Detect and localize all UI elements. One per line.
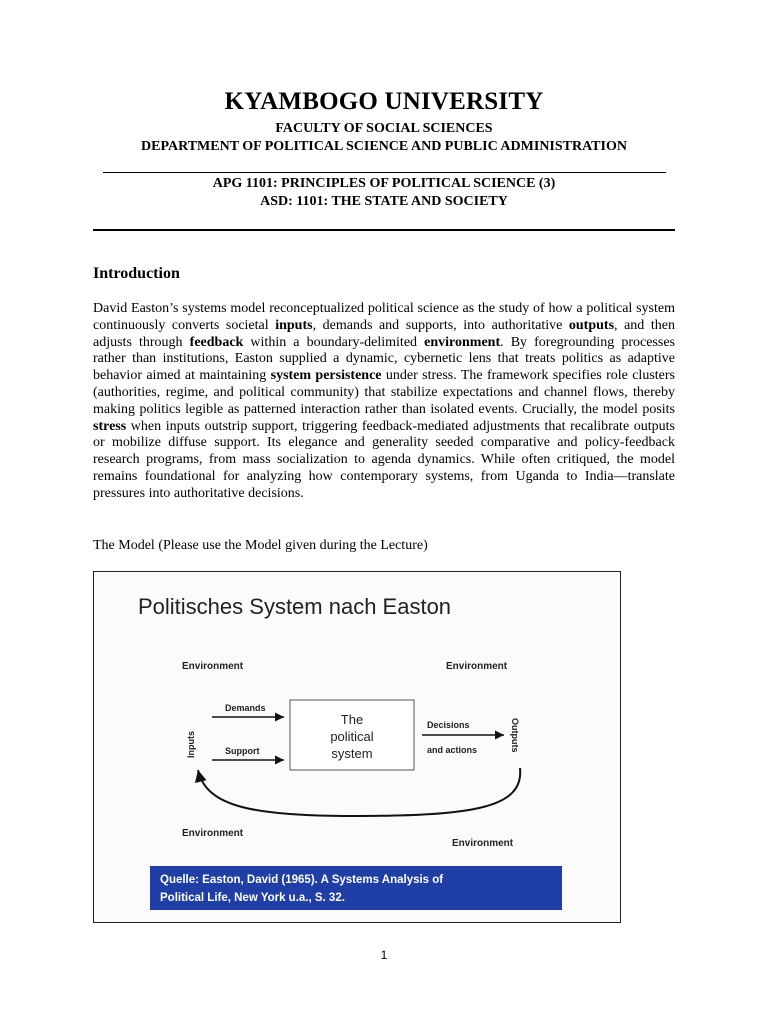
paragraph-text: , demands and supports, into authoritative bbox=[312, 317, 569, 333]
decisions-label: Decisions bbox=[427, 720, 470, 730]
environment-label-bottom-left: Environment bbox=[182, 828, 244, 839]
system-label-line2: political bbox=[330, 729, 374, 744]
paragraph-text: when inputs outstrip support, triggering feedback-mediated adjustments that recalibrate outputs or mobilize diffuse support. Its elegance and generality seeded comparative and policy-feedback research programs, from mass socialization to agenda dynamics. While often critiqued, the model remains foundational for analyzing how contemporary systems, from Uganda to India—translate pressures into authoritative decisions. bbox=[93, 418, 675, 501]
key-term: feedback bbox=[189, 334, 244, 350]
environment-label-top-left: Environment bbox=[182, 661, 244, 672]
key-term: outputs bbox=[568, 317, 615, 333]
paragraph-text: . By foregrounding processes rather than institutions, Easton supplied a dynamic, cybernetic lens that treats politics as adaptive behavior aimed at maintaining bbox=[93, 334, 675, 384]
key-term: inputs bbox=[275, 317, 313, 333]
actions-label: and actions bbox=[427, 745, 478, 755]
introduction-heading: Introduction bbox=[93, 265, 180, 282]
model-caption: The Model (Please use the Model given during the Lecture) bbox=[93, 538, 428, 553]
figure-title: Politisches System nach Easton bbox=[138, 594, 452, 619]
easton-model-figure bbox=[93, 571, 621, 923]
paragraph-text: within a boundary-delimited bbox=[243, 334, 425, 350]
section-divider bbox=[93, 229, 675, 231]
system-label-line1: The bbox=[340, 712, 364, 727]
source-line-1: Quelle: Easton, David (1965). A Systems Analysis of bbox=[160, 874, 444, 886]
university-title: KYAMBOGO UNIVERSITY bbox=[224, 88, 544, 115]
course-code-2: ASD: 1101: THE STATE AND SOCIETY bbox=[260, 194, 508, 209]
page-number: 1 bbox=[380, 948, 388, 962]
faculty-heading: FACULTY OF SOCIAL SCIENCES bbox=[275, 121, 493, 136]
system-label-line3: system bbox=[331, 746, 373, 761]
environment-label-bottom-right: Environment bbox=[452, 838, 514, 849]
source-line-2: Political Life, New York u.a., S. 32. bbox=[160, 892, 345, 904]
key-term: system persistence bbox=[270, 368, 382, 384]
feedback-loop-arrow bbox=[198, 768, 520, 816]
inputs-label: Inputs bbox=[186, 731, 196, 758]
easton-model-diagram bbox=[94, 572, 620, 922]
demands-label: Demands bbox=[225, 703, 266, 713]
key-term: stress bbox=[93, 418, 127, 434]
outputs-label: Outputs bbox=[510, 718, 520, 753]
introduction-paragraph bbox=[93, 301, 675, 503]
key-term: environment bbox=[424, 334, 501, 350]
paragraph-text: under stress. The framework specifies role clusters (authorities, regime, and political community) that stabilize expectations and channel flows, thereby making politics legible as patterned interaction rather than isolated events. Crucially, the model posits bbox=[93, 368, 675, 417]
support-label: Support bbox=[225, 746, 260, 756]
paragraph-text: David Easton’s systems model reconceptualized political science as the study of how a political system continuously converts societal bbox=[93, 301, 675, 333]
course-code-1: APG 1101: PRINCIPLES OF POLITICAL SCIENCE (3) bbox=[212, 176, 556, 191]
paragraph-text: , and then adjusts through bbox=[93, 317, 675, 350]
header-divider bbox=[103, 172, 666, 173]
environment-label-top-right: Environment bbox=[446, 661, 508, 672]
department-heading: DEPARTMENT OF POLITICAL SCIENCE AND PUBLIC ADMINISTRATION bbox=[141, 139, 627, 154]
